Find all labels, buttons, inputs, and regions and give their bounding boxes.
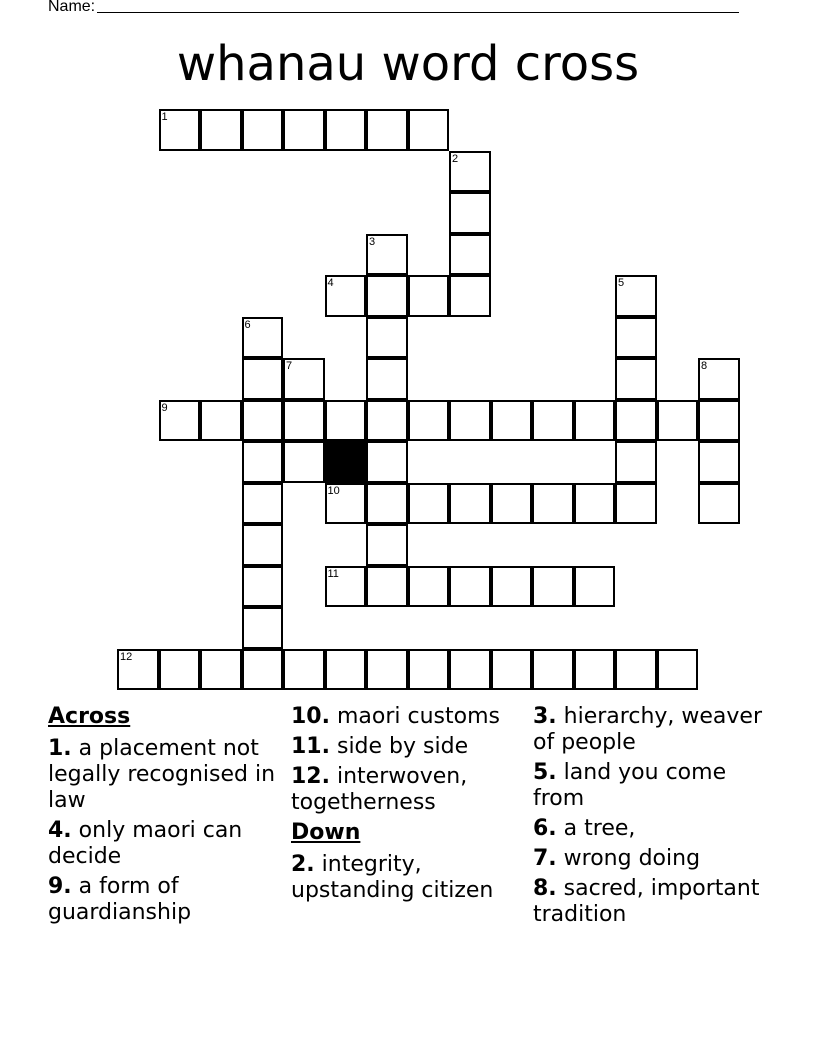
grid-cell[interactable] [159,109,201,151]
grid-cell[interactable] [366,358,408,400]
clues-column-1 [48,704,278,930]
grid-cell[interactable] [491,566,533,608]
name-field [48,0,739,16]
grid-cell[interactable] [532,483,574,525]
grid-cell[interactable] [242,317,284,359]
grid-cell[interactable] [242,566,284,608]
grid-cell[interactable] [574,400,616,442]
grid-cell[interactable] [325,275,367,317]
clues-column-3 [533,704,773,932]
grid-cell[interactable] [408,109,450,151]
grid-cell[interactable] [242,109,284,151]
name-blank-line [97,0,739,13]
black-cell [325,441,367,483]
name-label: Name: [48,0,96,15]
down-heading: Down [291,820,361,845]
clue-number: 9 [161,401,168,414]
clue-number: 3 [369,235,376,248]
grid-cell[interactable] [491,400,533,442]
grid-cell[interactable] [242,483,284,525]
grid-cell[interactable] [408,649,450,691]
grid-cell[interactable] [366,483,408,525]
grid-cell[interactable] [449,649,491,691]
grid-cell[interactable] [117,649,159,691]
grid-cell[interactable] [615,441,657,483]
clue-number: 8 [701,360,708,372]
clue-down-3: 3. hierarchy, weaver of people [533,704,763,755]
grid-cell[interactable] [574,649,616,691]
grid-cell[interactable] [366,275,408,317]
grid-cell[interactable] [615,649,657,691]
clue-number: 12 [120,650,133,663]
across-heading: Across [48,704,131,729]
clue-number: 2 [452,152,459,165]
grid-cell[interactable] [408,275,450,317]
grid-cell[interactable] [366,649,408,691]
grid-cell[interactable] [325,400,367,442]
clue-across-9: 9. a form of guardianship [48,874,192,925]
grid-cell[interactable] [657,400,699,442]
grid-cell[interactable] [242,524,284,566]
grid-cell[interactable] [574,566,616,608]
grid-cell[interactable] [325,109,367,151]
clue-down-5: 5. land you come from [533,760,727,811]
grid-cell[interactable] [159,400,201,442]
grid-cell[interactable] [698,483,740,525]
grid-cell[interactable] [698,358,740,400]
grid-cell[interactable] [698,400,740,442]
grid-cell[interactable] [366,524,408,566]
grid-cell[interactable] [242,400,284,442]
clue-down-8: 8. sacred, important tradition [533,876,760,927]
grid-cell[interactable] [366,109,408,151]
grid-cell[interactable] [283,400,325,442]
clue-across-12: 12. interwoven, togetherness [291,764,468,815]
grid-cell[interactable] [532,566,574,608]
grid-cell[interactable] [449,192,491,234]
grid-cell[interactable] [408,400,450,442]
grid-cell[interactable] [200,400,242,442]
grid-cell[interactable] [657,649,699,691]
clue-down-2: 2. integrity, upstanding citizen [291,852,494,903]
clue-down-6: 6. a tree, [533,816,636,841]
grid-cell[interactable] [449,566,491,608]
grid-cell[interactable] [449,234,491,276]
clue-number: 7 [286,360,293,372]
grid-cell[interactable] [200,109,242,151]
clue-across-1: 1. a placement not legally recognised in law [48,736,276,813]
grid-cell[interactable] [449,275,491,317]
clue-across-11: 11. side by side [291,734,469,759]
grid-cell[interactable] [242,358,284,400]
grid-cell[interactable] [615,483,657,525]
grid-cell[interactable] [159,649,201,691]
grid-cell[interactable] [491,483,533,525]
clue-number: 4 [327,277,334,289]
clues-column-2 [291,704,521,908]
grid-cell[interactable] [283,358,325,400]
grid-cell[interactable] [449,151,491,193]
grid-cell[interactable] [449,400,491,442]
grid-cell[interactable] [615,358,657,400]
puzzle-title: whanau word cross [176,36,640,92]
grid-cell[interactable] [532,400,574,442]
grid-cell[interactable] [283,649,325,691]
grid-cell[interactable] [242,607,284,649]
grid-cell[interactable] [408,566,450,608]
grid-cell[interactable] [366,400,408,442]
clue-down-7: 7. wrong doing [533,846,701,871]
grid-cell[interactable] [615,275,657,317]
clue-number: 1 [161,111,168,123]
grid-cell[interactable] [366,234,408,276]
grid-cell[interactable] [491,649,533,691]
grid-cell[interactable] [366,566,408,608]
grid-cell[interactable] [283,109,325,151]
grid-cell[interactable] [325,649,367,691]
grid-cell[interactable] [325,566,367,608]
grid-cell[interactable] [242,649,284,691]
grid-cell[interactable] [325,483,367,525]
grid-cell[interactable] [574,483,616,525]
clue-number: 5 [618,277,625,289]
grid-cell[interactable] [366,317,408,359]
grid-cell[interactable] [242,441,284,483]
clue-across-4: 4. only maori can decide [48,818,243,869]
grid-cell[interactable] [200,649,242,691]
clue-number: 11 [327,567,339,580]
grid-cell[interactable] [408,483,450,525]
grid-cell[interactable] [615,400,657,442]
grid-cell[interactable] [283,441,325,483]
clue-across-10: 10. maori customs [291,704,500,729]
grid-cell[interactable] [366,441,408,483]
grid-cell[interactable] [449,483,491,525]
grid-cell[interactable] [532,649,574,691]
clue-number: 10 [327,484,340,497]
grid-cell[interactable] [615,317,657,359]
clue-number: 6 [244,318,251,331]
grid-cell[interactable] [698,441,740,483]
